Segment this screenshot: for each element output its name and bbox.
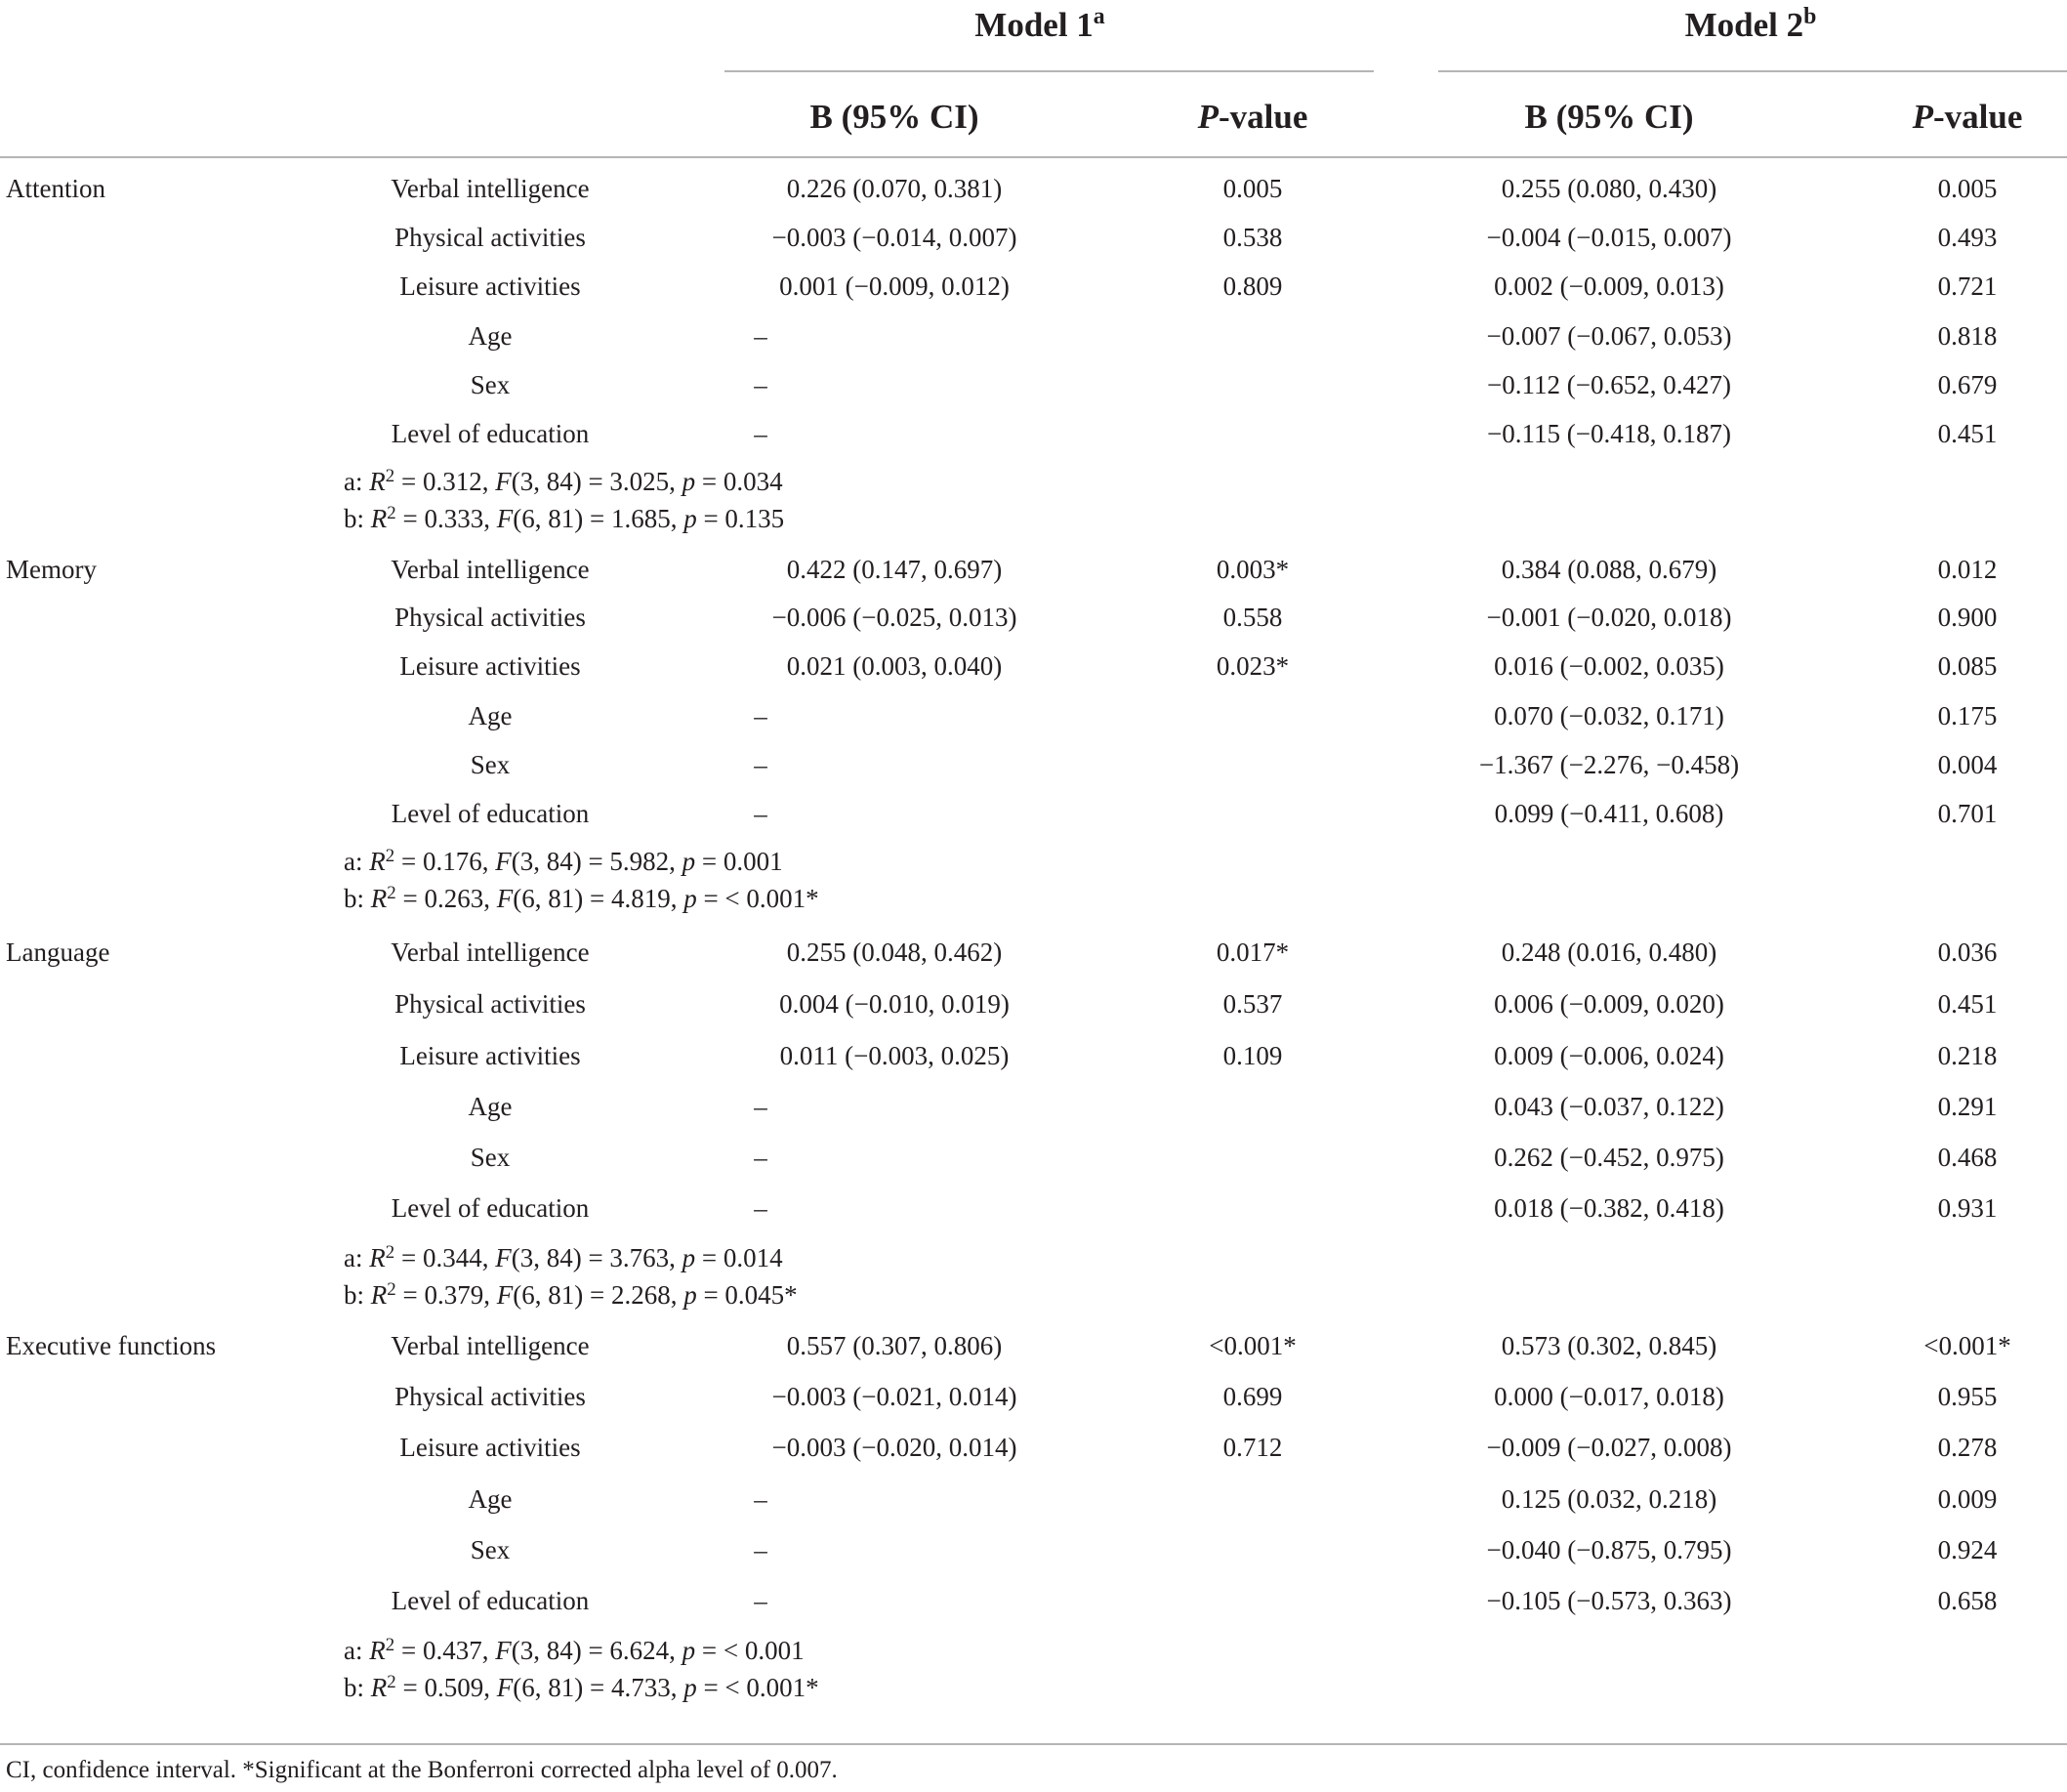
variable-label: Leisure activities <box>399 271 581 301</box>
model2-b-ci-cell: 0.099 (−0.411, 0.608) <box>1494 799 1724 828</box>
model2-p-value-cell: 0.085 <box>1937 651 1998 681</box>
model2-p-value-cell: 0.658 <box>1937 1586 1998 1615</box>
model2-b-ci-cell: 0.384 (0.088, 0.679) <box>1501 555 1717 584</box>
variable-label: Verbal intelligence <box>391 1331 590 1360</box>
model1-b-ci-cell: – <box>754 1586 767 1615</box>
model2-p-value-cell: 0.493 <box>1937 223 1998 252</box>
model2-b-ci-cell: −0.007 (−0.067, 0.053) <box>1486 321 1732 351</box>
model1-b-ci-cell: – <box>754 1143 767 1172</box>
variable-label: Age <box>468 321 513 351</box>
model1-b-ci-cell: – <box>754 1484 767 1514</box>
variable-label: Verbal intelligence <box>391 555 590 584</box>
model1-p-value-cell: 0.017* <box>1216 938 1290 967</box>
model1-b-ci-cell: −0.006 (−0.025, 0.013) <box>771 603 1017 632</box>
model-fit-note: a: $R^2 = 0.437$, F(3, 84) = 6.624, p = < 0.001 <box>344 1634 805 1665</box>
model2-b-ci-cell: −1.367 (−2.276, −0.458) <box>1478 750 1740 779</box>
model2-b-ci-cell: −0.004 (−0.015, 0.007) <box>1486 223 1732 252</box>
model1-p-value-cell: 0.023* <box>1216 651 1290 681</box>
model1-b-ci-cell: – <box>754 750 767 779</box>
model2-b-ci-cell: 0.255 (0.080, 0.430) <box>1501 174 1717 203</box>
model-fit-note: b: $R^2 = 0.263$, F(6, 81) = 4.819, p = < 0.001* <box>344 882 819 913</box>
model1-p-value-cell: 0.109 <box>1222 1041 1283 1070</box>
model2-p-value-cell: 0.036 <box>1937 938 1998 967</box>
model1-p-value-cell: 0.558 <box>1222 603 1283 632</box>
variable-label: Sex <box>470 750 511 779</box>
variable-label: Sex <box>470 1143 511 1172</box>
model2-p-value-cell: 0.924 <box>1937 1535 1998 1564</box>
variable-label: Physical activities <box>394 989 586 1019</box>
variable-label: Leisure activities <box>399 1041 581 1070</box>
variable-label: Physical activities <box>394 223 586 252</box>
model2-p-value-cell: <0.001* <box>1923 1331 2011 1360</box>
variable-label: Physical activities <box>394 603 586 632</box>
variable-label: Verbal intelligence <box>391 938 590 967</box>
table-footnote: CI, confidence interval. *Significant at the Bonferroni corrected alpha level of 0.007. <box>6 1757 838 1783</box>
model2-b-ci-cell: −0.009 (−0.027, 0.008) <box>1486 1433 1732 1462</box>
model2-p-value-cell: 0.175 <box>1937 701 1998 730</box>
model1-p-value-cell: 0.699 <box>1222 1382 1283 1411</box>
model1-b-ci-cell: −0.003 (−0.021, 0.014) <box>771 1382 1017 1411</box>
header-rule <box>0 156 2067 158</box>
variable-label: Leisure activities <box>399 651 581 681</box>
model2-underline <box>1438 70 2067 72</box>
model1-p-value-cell: 0.538 <box>1222 223 1283 252</box>
model1-b-ci-cell: −0.003 (−0.014, 0.007) <box>771 223 1017 252</box>
model2-p-value-cell: 0.931 <box>1937 1193 1998 1223</box>
variable-label: Age <box>468 1092 513 1121</box>
model1-p-value-cell: 0.537 <box>1222 989 1283 1019</box>
model1-b-ci-cell: 0.011 (−0.003, 0.025) <box>779 1041 1010 1070</box>
model2-p-value-cell: 0.291 <box>1937 1092 1998 1121</box>
variable-label: Sex <box>470 370 511 399</box>
model1-b-ci-cell: 0.021 (0.003, 0.040) <box>786 651 1003 681</box>
model2-b-ci-cell: 0.125 (0.032, 0.218) <box>1501 1484 1717 1514</box>
model-fit-note: b: $R^2 = 0.379$, F(6, 81) = 2.268, p = 0.045* <box>344 1278 798 1310</box>
variable-label: Age <box>468 1484 513 1514</box>
domain-label: Executive functions <box>6 1331 217 1360</box>
model1-p-value-cell: <0.001* <box>1209 1331 1297 1360</box>
model1-p-value-cell: 0.003* <box>1216 555 1290 584</box>
domain-label: Memory <box>6 555 97 584</box>
domain-label: Language <box>6 938 110 967</box>
model1-p-value-cell: 0.005 <box>1222 174 1283 203</box>
model1-b-ci-cell: – <box>754 370 767 399</box>
model2-b-ci-cell: −0.115 (−0.418, 0.187) <box>1487 419 1731 448</box>
model2-b-ci-cell: −0.001 (−0.020, 0.018) <box>1486 603 1732 632</box>
model2-b-ci-cell: 0.016 (−0.002, 0.035) <box>1494 651 1724 681</box>
model2-p-value-cell: 0.679 <box>1937 370 1998 399</box>
model-fit-note: a: $R^2 = 0.176$, F(3, 84) = 5.982, p = 0.001 <box>344 845 783 876</box>
variable-label: Age <box>468 701 513 730</box>
model1-b-ci-cell: 0.422 (0.147, 0.697) <box>786 555 1003 584</box>
variable-label: Physical activities <box>394 1382 586 1411</box>
model2-b-ci-cell: 0.002 (−0.009, 0.013) <box>1494 271 1724 301</box>
model1-b-ci-cell: – <box>754 321 767 351</box>
model1-b-ci-cell: – <box>754 1193 767 1223</box>
model2-b-ci-cell: 0.043 (−0.037, 0.122) <box>1494 1092 1724 1121</box>
model2-b-ci-cell: 0.009 (−0.006, 0.024) <box>1494 1041 1724 1070</box>
model2-b-ci-cell: 0.006 (−0.009, 0.020) <box>1494 989 1724 1019</box>
variable-label: Leisure activities <box>399 1433 581 1462</box>
model2-b-ci-header: B (95% CI) <box>1524 98 1694 136</box>
model1-b-ci-cell: – <box>754 799 767 828</box>
model2-p-value-cell: 0.012 <box>1937 555 1998 584</box>
model2-p-value-cell: 0.451 <box>1937 419 1998 448</box>
model2-p-value-cell: 0.468 <box>1937 1143 1998 1172</box>
model1-b-ci-header: B (95% CI) <box>809 98 979 136</box>
model2-header: Model 2$^b$ <box>1684 3 1817 44</box>
model-fit-note: b: $R^2 = 0.333$, F(6, 81) = 1.685, p = 0.135 <box>344 502 785 533</box>
variable-label: Level of education <box>391 799 590 828</box>
model2-p-value-cell: 0.818 <box>1937 321 1998 351</box>
table-bottom-rule <box>0 1743 2067 1745</box>
variable-label: Level of education <box>391 1193 590 1223</box>
model2-p-value-cell: 0.955 <box>1937 1382 1998 1411</box>
model2-p-value-cell: 0.721 <box>1937 271 1998 301</box>
model1-p-value-cell: 0.712 <box>1222 1433 1283 1462</box>
model2-b-ci-cell: 0.070 (−0.032, 0.171) <box>1494 701 1724 730</box>
model1-header: Model 1$^a$ <box>974 3 1105 44</box>
domain-label: Attention <box>6 174 105 203</box>
model-fit-note: a: $R^2 = 0.312$, F(3, 84) = 3.025, p = 0.034 <box>344 465 783 496</box>
model1-b-ci-cell: 0.557 (0.307, 0.806) <box>786 1331 1003 1360</box>
model2-b-ci-cell: 0.248 (0.016, 0.480) <box>1501 938 1717 967</box>
model1-b-ci-cell: – <box>754 701 767 730</box>
variable-label: Sex <box>470 1535 511 1564</box>
variable-label: Level of education <box>391 419 590 448</box>
model2-b-ci-cell: −0.112 (−0.652, 0.427) <box>1487 370 1731 399</box>
model1-b-ci-cell: −0.003 (−0.020, 0.014) <box>771 1433 1017 1462</box>
variable-label: Verbal intelligence <box>391 174 590 203</box>
model1-b-ci-cell: 0.001 (−0.009, 0.012) <box>779 271 1010 301</box>
model-fit-note: a: $R^2 = 0.344$, F(3, 84) = 3.763, p = 0.014 <box>344 1241 783 1272</box>
model2-b-ci-cell: −0.040 (−0.875, 0.795) <box>1486 1535 1732 1564</box>
model1-p-value-cell: 0.809 <box>1222 271 1283 301</box>
model2-b-ci-cell: 0.262 (−0.452, 0.975) <box>1494 1143 1724 1172</box>
model2-p-value-cell: 0.009 <box>1937 1484 1998 1514</box>
model2-p-value-cell: 0.278 <box>1937 1433 1998 1462</box>
model2-p-value-cell: 0.900 <box>1937 603 1998 632</box>
model2-p-value-header: P-value <box>1912 98 2023 136</box>
model2-p-value-cell: 0.004 <box>1937 750 1998 779</box>
model2-p-value-cell: 0.218 <box>1937 1041 1998 1070</box>
model1-b-ci-cell: 0.004 (−0.010, 0.019) <box>779 989 1010 1019</box>
model1-underline <box>724 70 1374 72</box>
model1-b-ci-cell: – <box>754 1535 767 1564</box>
model2-b-ci-cell: 0.000 (−0.017, 0.018) <box>1494 1382 1724 1411</box>
variable-label: Level of education <box>391 1586 590 1615</box>
model-fit-note: b: $R^2 = 0.509$, F(6, 81) = 4.733, p = < 0.001* <box>344 1671 819 1702</box>
model2-p-value-cell: 0.005 <box>1937 174 1998 203</box>
model1-p-value-header: P-value <box>1197 98 1308 136</box>
model2-b-ci-cell: −0.105 (−0.573, 0.363) <box>1486 1586 1732 1615</box>
model1-b-ci-cell: 0.226 (0.070, 0.381) <box>786 174 1003 203</box>
model2-p-value-cell: 0.701 <box>1937 799 1998 828</box>
model1-b-ci-cell: – <box>754 1092 767 1121</box>
model1-b-ci-cell: – <box>754 419 767 448</box>
model2-p-value-cell: 0.451 <box>1937 989 1998 1019</box>
model1-b-ci-cell: 0.255 (0.048, 0.462) <box>786 938 1003 967</box>
model2-b-ci-cell: 0.573 (0.302, 0.845) <box>1501 1331 1717 1360</box>
model2-b-ci-cell: 0.018 (−0.382, 0.418) <box>1494 1193 1724 1223</box>
